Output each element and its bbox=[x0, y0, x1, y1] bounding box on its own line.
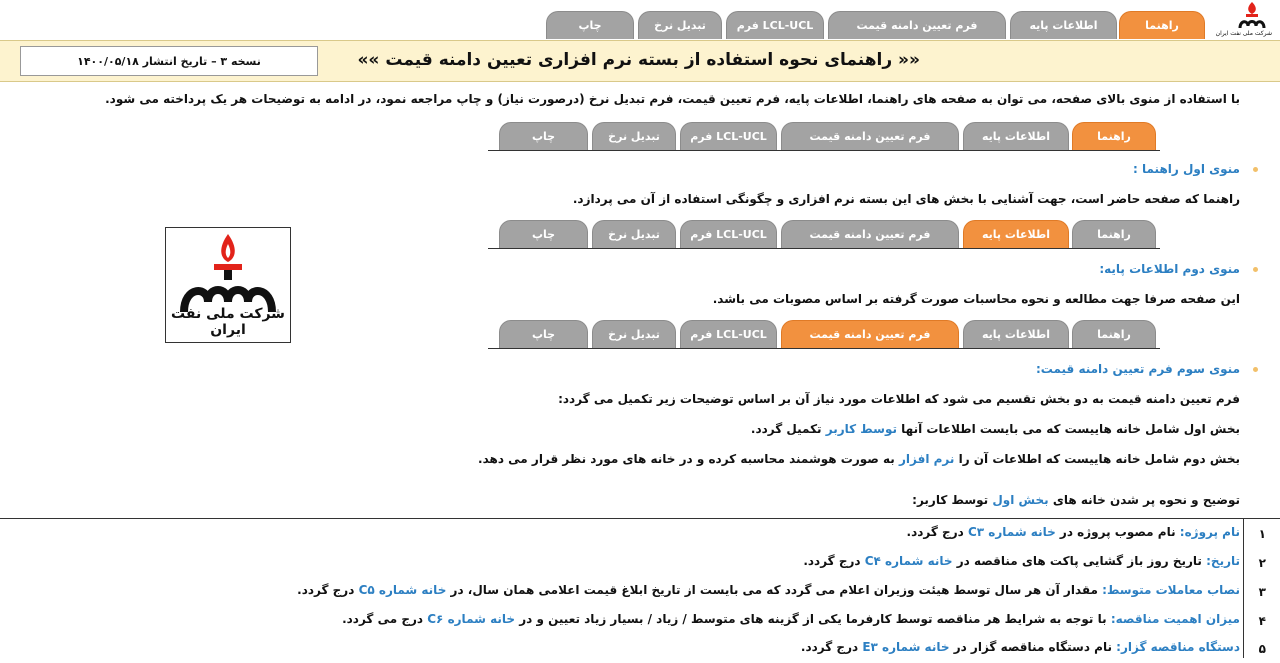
section2-bullet bbox=[1253, 267, 1258, 272]
tab-print[interactable]: چاپ bbox=[546, 11, 634, 39]
tab-guide[interactable]: راهنما bbox=[1119, 11, 1205, 39]
row-text-b: درج گردد. bbox=[800, 640, 859, 654]
row-content bbox=[907, 525, 1240, 539]
intro-text: با استفاده از منوی بالای صفحه، می توان به صفحه های راهنما، اطلاعات پایه، فرم تعیین قیمت، فرم تبدیل نرخ (درصورت نیاز) و چاپ مراجعه نمود، در ادامه به توضیحات هر یک پرداخته می شود. bbox=[105, 92, 1240, 106]
row-label: دستگاه مناقصه گزار: bbox=[1116, 640, 1240, 654]
section3-desc2 bbox=[751, 422, 1240, 436]
row-number: ۲ bbox=[1258, 556, 1266, 570]
page-title: «« راهنمای نحوه استفاده از بسته نرم افزاری تعیین دامنه قیمت »» bbox=[357, 50, 920, 70]
preview3-tab-rate: تبدیل نرخ bbox=[592, 320, 676, 348]
part1-heading-a: توضیح و نحوه پر شدن خانه های bbox=[1052, 493, 1240, 507]
preview2-tab-guide: راهنما bbox=[1072, 220, 1156, 248]
preview3-tab-base-info: اطلاعات پایه bbox=[963, 320, 1069, 348]
preview2-tab-price-range-form: فرم تعیین دامنه قیمت bbox=[781, 220, 959, 248]
desc3-part-c: به صورت هوشمند محاسبه کرده و در خانه های مورد نظر قرار می دهد. bbox=[478, 452, 895, 466]
section3-desc3 bbox=[478, 452, 1240, 466]
preview1-tab-base-info: اطلاعات پایه bbox=[963, 122, 1069, 150]
header-logo bbox=[1215, 0, 1272, 38]
desc2-by-user: توسط کاربر bbox=[825, 422, 897, 436]
desc2-part-a: بخش اول شامل خانه هاییست که می بایست اطلاعات آنها bbox=[901, 422, 1240, 436]
preview3-tab-lcl-ucl: فرم LCL-UCL bbox=[680, 320, 777, 348]
preview1-tab-print: چاپ bbox=[499, 122, 588, 150]
table-row bbox=[0, 634, 1280, 663]
row-cell-ref: خانه شماره E۳ bbox=[862, 640, 950, 654]
preview2-tab-lcl-ucl: فرم LCL-UCL bbox=[680, 220, 777, 248]
preview1-tab-price-range-form: فرم تعیین دامنه قیمت bbox=[781, 122, 959, 150]
header-logo-text: شرکت ملی نفت ایران bbox=[1215, 30, 1272, 37]
row-number: ۱ bbox=[1258, 527, 1266, 541]
part1-heading-c: توسط کاربر: bbox=[912, 493, 989, 507]
row-content bbox=[803, 554, 1240, 568]
part1-heading bbox=[912, 493, 1240, 507]
table-row bbox=[0, 577, 1280, 606]
logo-caption: شرکت ملی نفت ایران bbox=[171, 306, 285, 338]
section3-bullet bbox=[1253, 367, 1258, 372]
row-label: میزان اهمیت مناقصه: bbox=[1110, 612, 1240, 626]
row-number: ۴ bbox=[1258, 614, 1266, 628]
tab-base-info[interactable]: اطلاعات پایه bbox=[1010, 11, 1117, 39]
section3-desc1: فرم تعیین دامنه قیمت به دو بخش تقسیم می شود که اطلاعات مورد نیاز آن بر اساس توضیحات زیر تکمیل می گردد: bbox=[558, 392, 1240, 406]
tab-lcl-ucl-form[interactable]: فرم LCL-UCL bbox=[726, 11, 824, 39]
preview2-tab-rate: تبدیل نرخ bbox=[592, 220, 676, 248]
preview3-tab-price-range-form: فرم تعیین دامنه قیمت bbox=[781, 320, 959, 348]
preview1-tab-guide: راهنما bbox=[1072, 122, 1156, 150]
row-number: ۳ bbox=[1258, 585, 1266, 599]
preview3-tab-guide: راهنما bbox=[1072, 320, 1156, 348]
row-text-b: درج گردد. bbox=[803, 554, 861, 568]
section1-title: منوی اول راهنما : bbox=[1133, 162, 1240, 176]
desc3-part-a: بخش دوم شامل خانه هاییست که اطلاعات آن را bbox=[958, 452, 1240, 466]
row-content bbox=[297, 583, 1240, 597]
version-info: نسخه ۳ – تاریخ انتشار ۱۴۰۰/۰۵/۱۸ bbox=[20, 46, 318, 76]
row-cell-ref: خانه شماره C۵ bbox=[358, 583, 447, 597]
tab-price-range-form[interactable]: فرم تعیین دامنه قیمت bbox=[828, 11, 1006, 39]
row-text-a: نام دستگاه مناقصه گزار در bbox=[953, 640, 1112, 654]
row-text-b: درج گردد. bbox=[297, 583, 355, 597]
section1-desc: راهنما که صفحه حاضر است، جهت آشنایی با بخش های این بسته نرم افزاری و چگونگی استفاده از آن می پردازد. bbox=[572, 192, 1240, 206]
row-text-a: مقدار آن هر سال توسط هیئت وزیران اعلام می گردد که می بایست از تاریخ ابلاغ قیمت اعلامی همان سال، در bbox=[450, 583, 1098, 597]
table-row bbox=[0, 606, 1280, 635]
row-text-b: درج گردد. bbox=[906, 525, 964, 539]
section2-title: منوی دوم اطلاعات پایه: bbox=[1099, 262, 1240, 276]
nioc-logo-box bbox=[165, 227, 291, 343]
row-label: تاریخ: bbox=[1206, 554, 1240, 568]
section2-desc: این صفحه صرفا جهت مطالعه و نحوه محاسبات صورت گرفته بر اساس مصوبات می باشد. bbox=[712, 292, 1240, 306]
row-content bbox=[342, 612, 1240, 626]
section1-bullet bbox=[1253, 167, 1258, 172]
row-text-b: درج می گردد. bbox=[342, 612, 424, 626]
row-text-a: تاریخ روز باز گشایی پاکت های مناقصه در bbox=[956, 554, 1202, 568]
row-label: نصاب معاملات متوسط: bbox=[1102, 583, 1240, 597]
desc2-part-c: تکمیل گردد. bbox=[750, 422, 822, 436]
row-cell-ref: خانه شماره C۴ bbox=[864, 554, 953, 568]
row-cell-ref: خانه شماره C۶ bbox=[427, 612, 516, 626]
preview3-underline bbox=[488, 348, 1160, 349]
preview2-underline bbox=[488, 248, 1160, 249]
row-text-a: با توجه به شرایط هر مناقصه توسط کارفرما یکی از گزینه های متوسط / زیاد / بسیار زیاد تعیین و در bbox=[519, 612, 1107, 626]
row-text-a: نام مصوب پروژه در bbox=[1059, 525, 1176, 539]
row-label: نام پروژه: bbox=[1179, 525, 1240, 539]
section3-title: منوی سوم فرم تعیین دامنه قیمت: bbox=[1035, 362, 1240, 376]
preview1-underline bbox=[488, 150, 1160, 151]
preview2-tab-base-info: اطلاعات پایه bbox=[963, 220, 1069, 248]
row-content bbox=[801, 640, 1240, 654]
tab-rate-conversion[interactable]: تبدیل نرخ bbox=[638, 11, 722, 39]
preview1-tab-rate: تبدیل نرخ bbox=[592, 122, 676, 150]
preview1-tab-lcl-ucl: فرم LCL-UCL bbox=[680, 122, 777, 150]
desc3-software: نرم افزار bbox=[899, 452, 955, 466]
row-cell-ref: خانه شماره C۳ bbox=[967, 525, 1056, 539]
table-row bbox=[0, 519, 1280, 548]
part1-heading-b: بخش اول bbox=[992, 493, 1049, 507]
preview3-tab-print: چاپ bbox=[499, 320, 588, 348]
row-number: ۵ bbox=[1258, 642, 1266, 656]
preview2-tab-print: چاپ bbox=[499, 220, 588, 248]
table-row bbox=[0, 548, 1280, 577]
